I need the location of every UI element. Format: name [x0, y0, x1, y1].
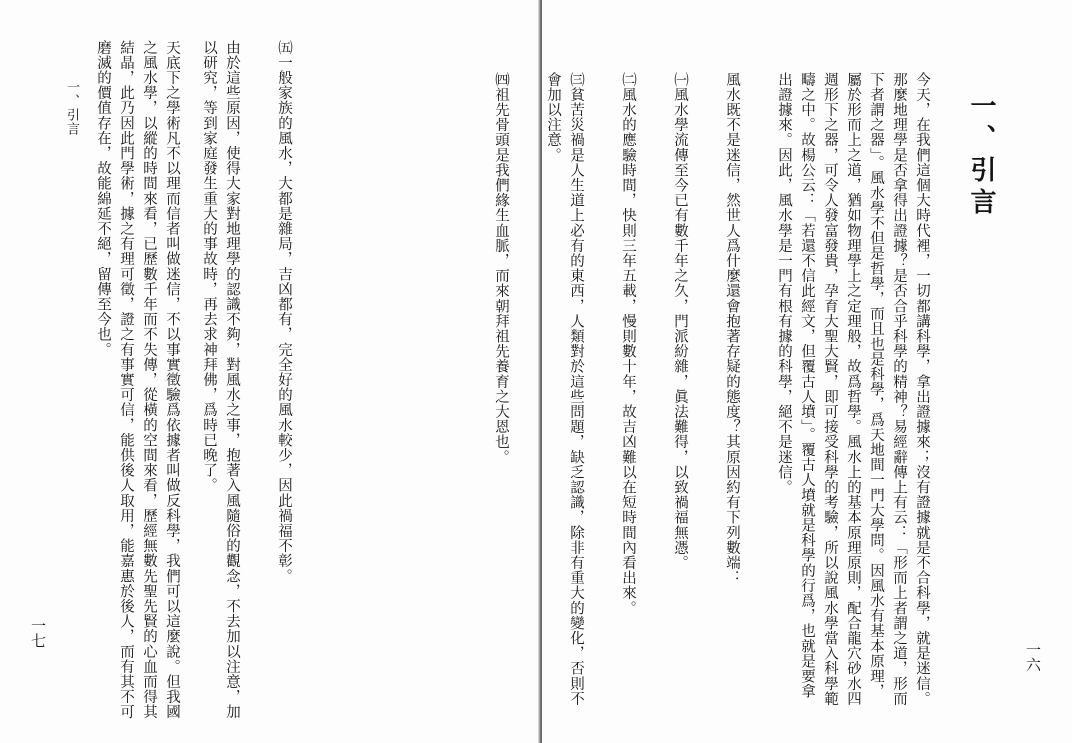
paragraph: 風水既不是迷信，然世人爲什麼還會抱著存疑的態度？其原因約有下列數端：	[724, 72, 740, 586]
page-number: 一七	[29, 618, 47, 648]
chapter-title: 一、引言	[966, 92, 996, 220]
list-item: ㈠風水學流傳至今已有數千年之久，門派紛雜，眞法難得，以致禍福無憑。	[672, 72, 688, 571]
right-page	[493, 0, 1072, 743]
running-header: 一、引言	[64, 80, 79, 136]
left-page-body	[91, 40, 324, 720]
paragraph: ㈤一般家族的風水，大都是雜局，吉凶都有，完全好的風水較少，因此禍福不彰。	[276, 40, 292, 584]
paragraph: 天底下之學術凡不以理而信者叫做迷信，不以事實徵驗爲依據者叫做反科學，我們可以這麼說。但我國之風水學，以縱的時間來看，已歷數千年而不失傳，從橫的空間來看，歷經無數先聖先賢的心血而得其結晶，此乃因此門學術，據之有理可徵，證之有事實可信，能供後人取用，能嘉惠於後人，而有其不可磨滅的價值存在，故能綿延不絕，留傳至今也。	[95, 40, 180, 720]
right-page-body	[489, 72, 962, 712]
paragraph: 今天，在我們這個大時代裡，一切都講科學，拿出證據來；沒有證據就是不合科學，就是迷信。那麼地理學是否拿得出證據？是否合乎科學的精神？易經辭傳上有云：「形而上者謂之道，形而下者謂之器」。風水學不但是哲學，而且也是科學，爲天地間一門大學問。因風水有基本原理，屬於形而上之道，猶如物理學上之定理般，故爲哲學。風水上的基本原理原則，配合龍穴砂水四週形下之器，可令人發富發貴，孕育大聖大賢，即可接受科學的考驗，所以說風水學當入科學範疇之中。故楊公云：「若還不信此經文，但覆古人墳」。覆古人墳就是科學的行爲，也就是要拿出證據來。因此，風水學是一門有根有據的科學，絕不是迷信。	[776, 72, 930, 707]
list-item: ㈣祖先骨頭是我們緣生血脈，而來朝拜祖先養育之大恩也。	[493, 72, 509, 465]
list-item: ㈡風水的應驗時間，快則三年五載，慢則數十年，故吉凶難以在短時間內看出來。	[620, 72, 636, 616]
page-number: 一六	[1024, 642, 1042, 672]
list-item: ㈢貧苦災禍是人生道上必有的東西，人類對於這些問題，缺乏認識，除非有重大的變化，否則不會加以注意。	[545, 72, 584, 707]
paragraph: 由於這些原因，使得大家對地理學的認識不夠，對風水之事，抱著入風隨俗的觀念，不去加以注意，加以研究，等到家庭發生重大的事故時，再去求神拜佛，爲時已晚了。	[201, 40, 240, 720]
